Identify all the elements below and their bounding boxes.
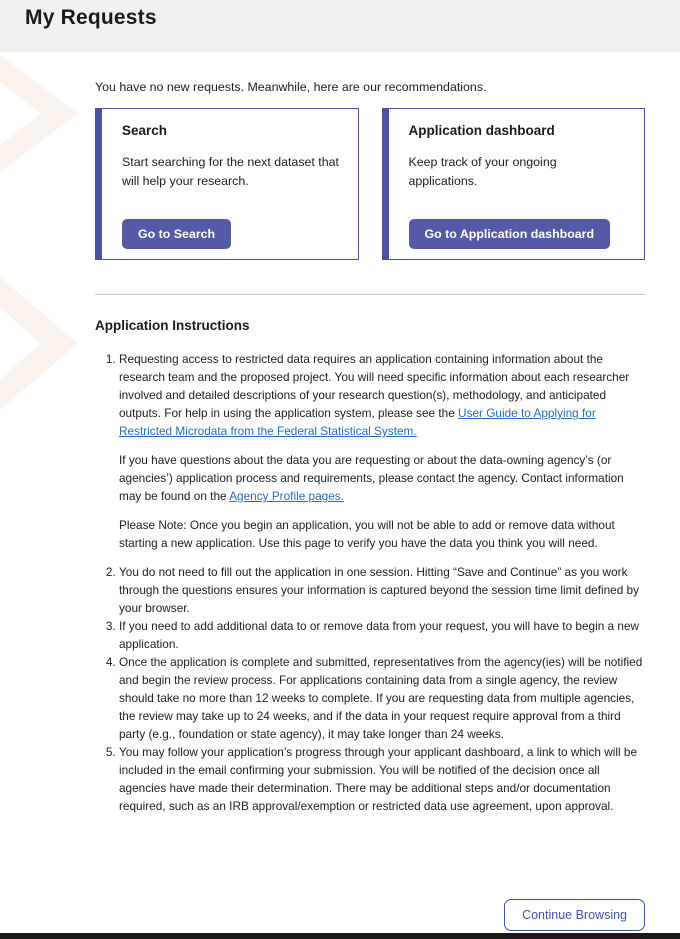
inline-link[interactable]: Agency Profile pages. (229, 489, 344, 503)
instruction-item (119, 653, 645, 743)
instruction-item (119, 563, 645, 617)
chevron-watermark-icon (0, 55, 78, 172)
instruction-item (119, 350, 645, 552)
page-title: My Requests (25, 6, 157, 29)
inline-link[interactable]: User Guide to Applying for Restricted Microdata from the Federal Statistical System. (119, 406, 596, 438)
instruction-paragraph: 5. You may follow your application’s progress through your applicant dashboard, a link to which will be included in the email confirming your submission. You will be notified of the decision once all agencies have made their determination. There may be additional steps and/or documentation required, such as an IRB approval/exemption or restricted data use agreement, upon approval. (119, 745, 638, 813)
recommendation-cards (95, 108, 645, 260)
instruction-paragraph: Please Note: Once you begin an application, you will not be able to add or remove data without starting a new application. Use this page to verify you have the data you think you will need. (119, 518, 615, 550)
search-card-title: Search (122, 123, 168, 138)
go-to-search-button[interactable]: Go to Search (122, 219, 231, 249)
continue-browsing-button[interactable]: Continue Browsing (504, 899, 645, 931)
chevron-watermark-icon (0, 277, 78, 410)
bottom-edge-bar (0, 933, 680, 939)
page-header (0, 0, 680, 52)
instruction-paragraph: 4. Once the application is complete and submitted, representatives from the agency(ies) will be notified and begin the review process. For applications containing data from a single agency, the review should take no more than 12 weeks to complete. If you are requesting data from multiple agencies, the review may take up to 24 weeks, and if the data in your request require approval from a third party (e.g., foundation or state agency), it may take longer than 24 weeks. (119, 655, 643, 741)
search-card (95, 108, 359, 260)
application-instructions-section (95, 318, 645, 815)
go-to-application-dashboard-button[interactable]: Go to Application dashboard (409, 219, 611, 249)
instruction-paragraph: 3. If you need to add additional data to or remove data from your request, you will have to begin a new application. (119, 619, 640, 651)
instruction-paragraph: 1. Requesting access to restricted data requires an application containing information about the research team and the proposed project. You will need specific information about each researcher involved and detailed descriptions of your research question(s), methodology, and anticipated outputs. For help in using the application system, please see the User Guide to Applying for Restricted Microdata from the Federal Statistical System. (119, 352, 630, 438)
search-card-body: Start searching for the next dataset that will help your research. (122, 155, 339, 188)
instructions-heading: Application Instructions (95, 318, 250, 333)
section-divider (95, 294, 645, 295)
instruction-item (119, 617, 645, 653)
application-dashboard-card-body: Keep track of your ongoing applications. (408, 155, 557, 188)
intro-text: You have no new requests. Meanwhile, here are our recommendations. (95, 80, 487, 94)
instructions-list (95, 350, 645, 815)
application-dashboard-card (382, 108, 646, 260)
instruction-item (119, 743, 645, 815)
application-dashboard-card-title: Application dashboard (408, 123, 555, 138)
main-content (95, 79, 645, 815)
instruction-paragraph: If you have questions about the data you are requesting or about the data-owning agency’s (or agencies’) application process and requirements, please contact the agency. Contact information may be found on the Agency Profile pages. (119, 453, 624, 503)
instruction-paragraph: 2. You do not need to fill out the application in one session. Hitting “Save and Continue” as you work through the questions ensures your information is captured beyond the session time limit defined by your browser. (119, 565, 640, 615)
